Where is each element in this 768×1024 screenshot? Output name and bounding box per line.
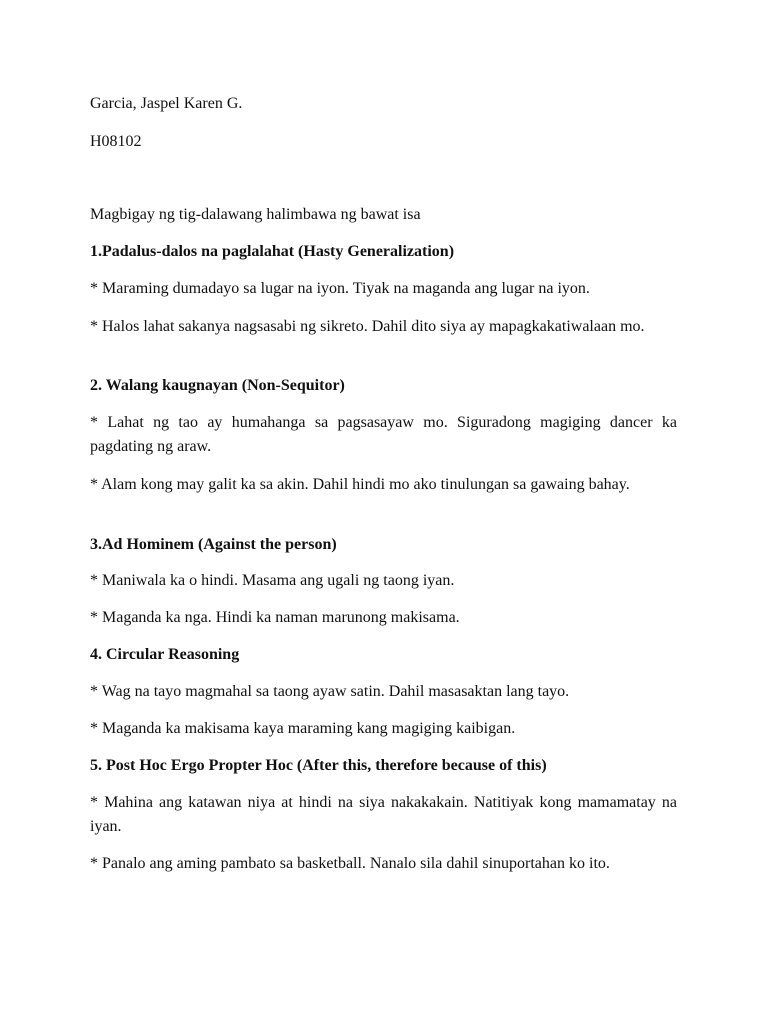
example-5-2: * Panalo ang aming pambato sa basketball. Nanalo sila dahil sinuportahan ko ito. <box>90 855 610 872</box>
section-title-1: 1.Padalus-dalos na paglalahat (Hasty Generalization) <box>90 243 455 260</box>
section-code: H08102 <box>90 133 142 150</box>
example-3-1: * Maniwala ka o hindi. Masama ang ugali ng taong iyan. <box>90 572 455 589</box>
example-2-1: * Lahat ng tao ay humahanga sa pagsasayaw mo. Siguradong magiging dancer ka pagdating ng araw. <box>90 414 677 455</box>
example-1-1: * Maraming dumadayo sa lugar na iyon. Tiyak na maganda ang lugar na iyon. <box>90 280 590 297</box>
example-2-2: * Alam kong may galit ka sa akin. Dahil hindi mo ako tinulungan sa gawaing bahay. <box>90 476 630 493</box>
section-title-3: 3.Ad Hominem (Against the person) <box>90 536 337 553</box>
section-title-2: 2. Walang kaugnayan (Non-Sequitor) <box>90 377 345 394</box>
author-name: Garcia, Jaspel Karen G. <box>90 95 243 112</box>
example-1-2: * Halos lahat sakanya nagsasabi ng sikreto. Dahil dito siya ay mapagkakatiwalaan mo. <box>90 318 645 335</box>
example-4-1: * Wag na tayo magmahal sa taong ayaw satin. Dahil masasaktan lang tayo. <box>90 683 570 700</box>
section-title-5: 5. Post Hoc Ergo Propter Hoc (After this, therefore because of this) <box>90 757 547 774</box>
example-3-2: * Maganda ka nga. Hindi ka naman marunong makisama. <box>90 609 460 626</box>
section-title-4: 4. Circular Reasoning <box>90 646 240 663</box>
example-5-1: * Mahina ang katawan niya at hindi na siya nakakakain. Natitiyak kong mamamatay na iyan. <box>90 794 677 835</box>
example-4-2: * Maganda ka makisama kaya maraming kang magiging kaibigan. <box>90 720 516 737</box>
instruction-text: Magbigay ng tig-dalawang halimbawa ng bawat isa <box>90 206 421 223</box>
